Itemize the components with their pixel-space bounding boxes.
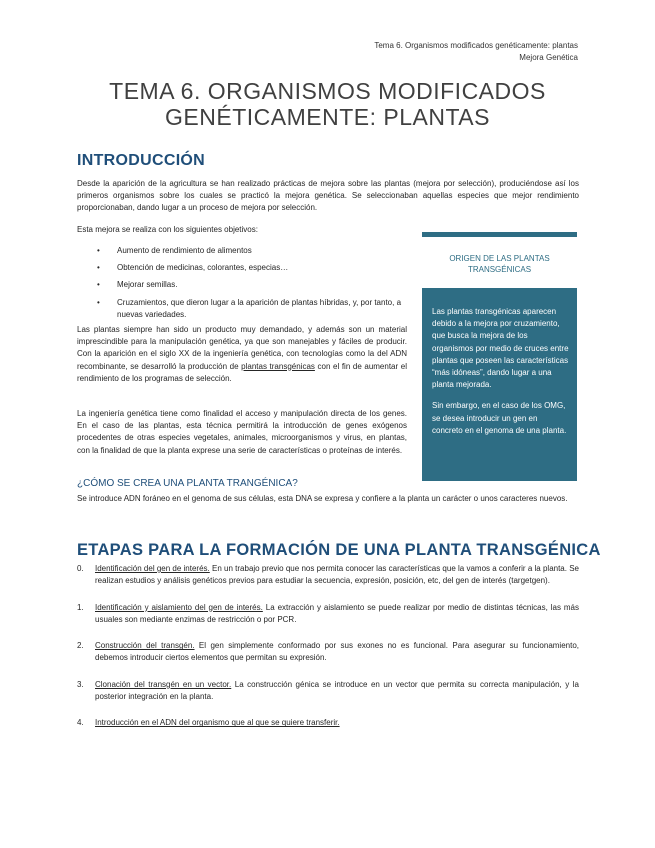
list-item: 0. Identificación del gen de interés. En un trabajo previo que nos permita conocer las características que la vamos a conferir a la planta. Se realizan estudios y análisis genéticos previos para estudiar la secuencia, expresión, posición, etc, del gen de interés (targetgen).: [77, 564, 579, 586]
stages-list: [77, 563, 579, 742]
transgenic-plants-link[interactable]: plantas transgénicas: [241, 361, 315, 371]
list-item: • Cruzamientos, que dieron lugar a la aparición de plantas híbridas, y, por tanto, a nuevas variedades.: [97, 297, 402, 319]
list-item: 4. Introducción en el ADN del organismo que al que se quiere transferir.: [77, 718, 340, 728]
list-item: 3. Clonación del transgén en un vector. La construcción génica se introduce en un vector que permita su correcta manipulación, y la posterior integración en la planta.: [77, 679, 580, 702]
list-item: • Obtención de medicinas, colorantes, especias…: [77, 262, 407, 274]
sidebar-paragraph-2: Sin embargo, en el caso de los OMG, se desea introducir un gen en concreto en el genoma de una planta.: [432, 401, 567, 435]
how-heading: ¿CÓMO SE CREA UNA PLANTA TRANGÉNICA?: [77, 478, 298, 489]
sidebar-box: [422, 288, 577, 481]
intro-paragraph-3: Las plantas siempre han sido un producto muy demandado, y además son un material imprescindible para la manipulación genética, ya que son manejables y fáciles de producir. Con la aparición en el siglo XX de la ingeniería genética, con tecnologías como la del ADN recombinante, se desarrolló la producción de plantas transgénicas con el fin de aumentar el rendimiento de los programas de selección.: [77, 325, 407, 383]
intro-paragraph-1: Desde la aparición de la agricultura se han realizado prácticas de mejora sobre las plantas (mejora por selección), produciéndose así los primeros organismos sobre los cuales se practicó la mejora genética. Se seleccionaban aquellas especies que mejor rendimiento proporcionaban, dando lugar a un proceso de mejora por selección.: [77, 179, 579, 213]
list-item: 2. Construcción del transgén. El gen simplemente conformado por sus exones no es funcional. Para asegurar su funcionamiento, debemos introducir ciertos elementos que permitan su expresión.: [77, 641, 579, 663]
stages-heading: ETAPAS PARA LA FORMACIÓN DE UNA PLANTA TRANSGÉNICA: [77, 541, 601, 559]
bullet-icon: •: [97, 297, 100, 307]
page-title: [60, 78, 595, 130]
list-item: • Mejorar semillas.: [77, 279, 407, 291]
bullet-icon: •: [97, 246, 100, 255]
list-item: 1. Identificación y aislamiento del gen de interés. La extracción y aislamiento se puede realizar por medio de distintas técnicas, las más usuales son mediante enzimas de restricción o por PCR.: [77, 602, 579, 624]
sidebar-paragraph-1: Las plantas transgénicas aparecen debido a la mejora por cruzamiento, que busca la mejora de los organismos por medio de cruces entre plantas que poseen las características “más idóneas”, dando lugar a una planta mejorada.: [432, 307, 569, 390]
title-line-2: GENÉTICAMENTE: PLANTAS: [165, 104, 490, 130]
title-line-1: TEMA 6. ORGANISMOS MODIFICADOS: [109, 78, 546, 104]
list-item: • Aumento de rendimiento de alimentos: [77, 245, 407, 257]
intro-paragraph-2: Esta mejora se realiza con los siguientes objetivos:: [77, 225, 258, 234]
running-header: [374, 40, 578, 63]
objectives-list: [77, 245, 407, 326]
header-course: Mejora Genética: [519, 52, 578, 62]
bullet-icon: •: [97, 280, 100, 290]
sidebar-title: ORIGEN DE LAS PLANTAS TRANSGÉNICAS: [422, 232, 577, 286]
how-paragraph: Se introduce ADN foráneo en el genoma de sus células, esta DNA se expresa y confiere a la planta un carácter o unos caracteres nuevos.: [77, 494, 568, 503]
intro-paragraph-4: La ingeniería genética tiene como finalidad el acceso y manipulación directa de los genes. En el caso de las plantas, esta técnica permitirá la introducción de genes exógenos procedentes de otras especies vegetales, animales, microorganismos y virus, en plantas, con la finalidad de que la planta exprese una serie de características o proteínas de interés.: [77, 409, 407, 455]
bullet-icon: •: [97, 263, 100, 273]
header-topic: Tema 6. Organismos modificados genéticamente: plantas: [374, 41, 578, 50]
intro-heading: INTRODUCCIÓN: [77, 152, 206, 169]
